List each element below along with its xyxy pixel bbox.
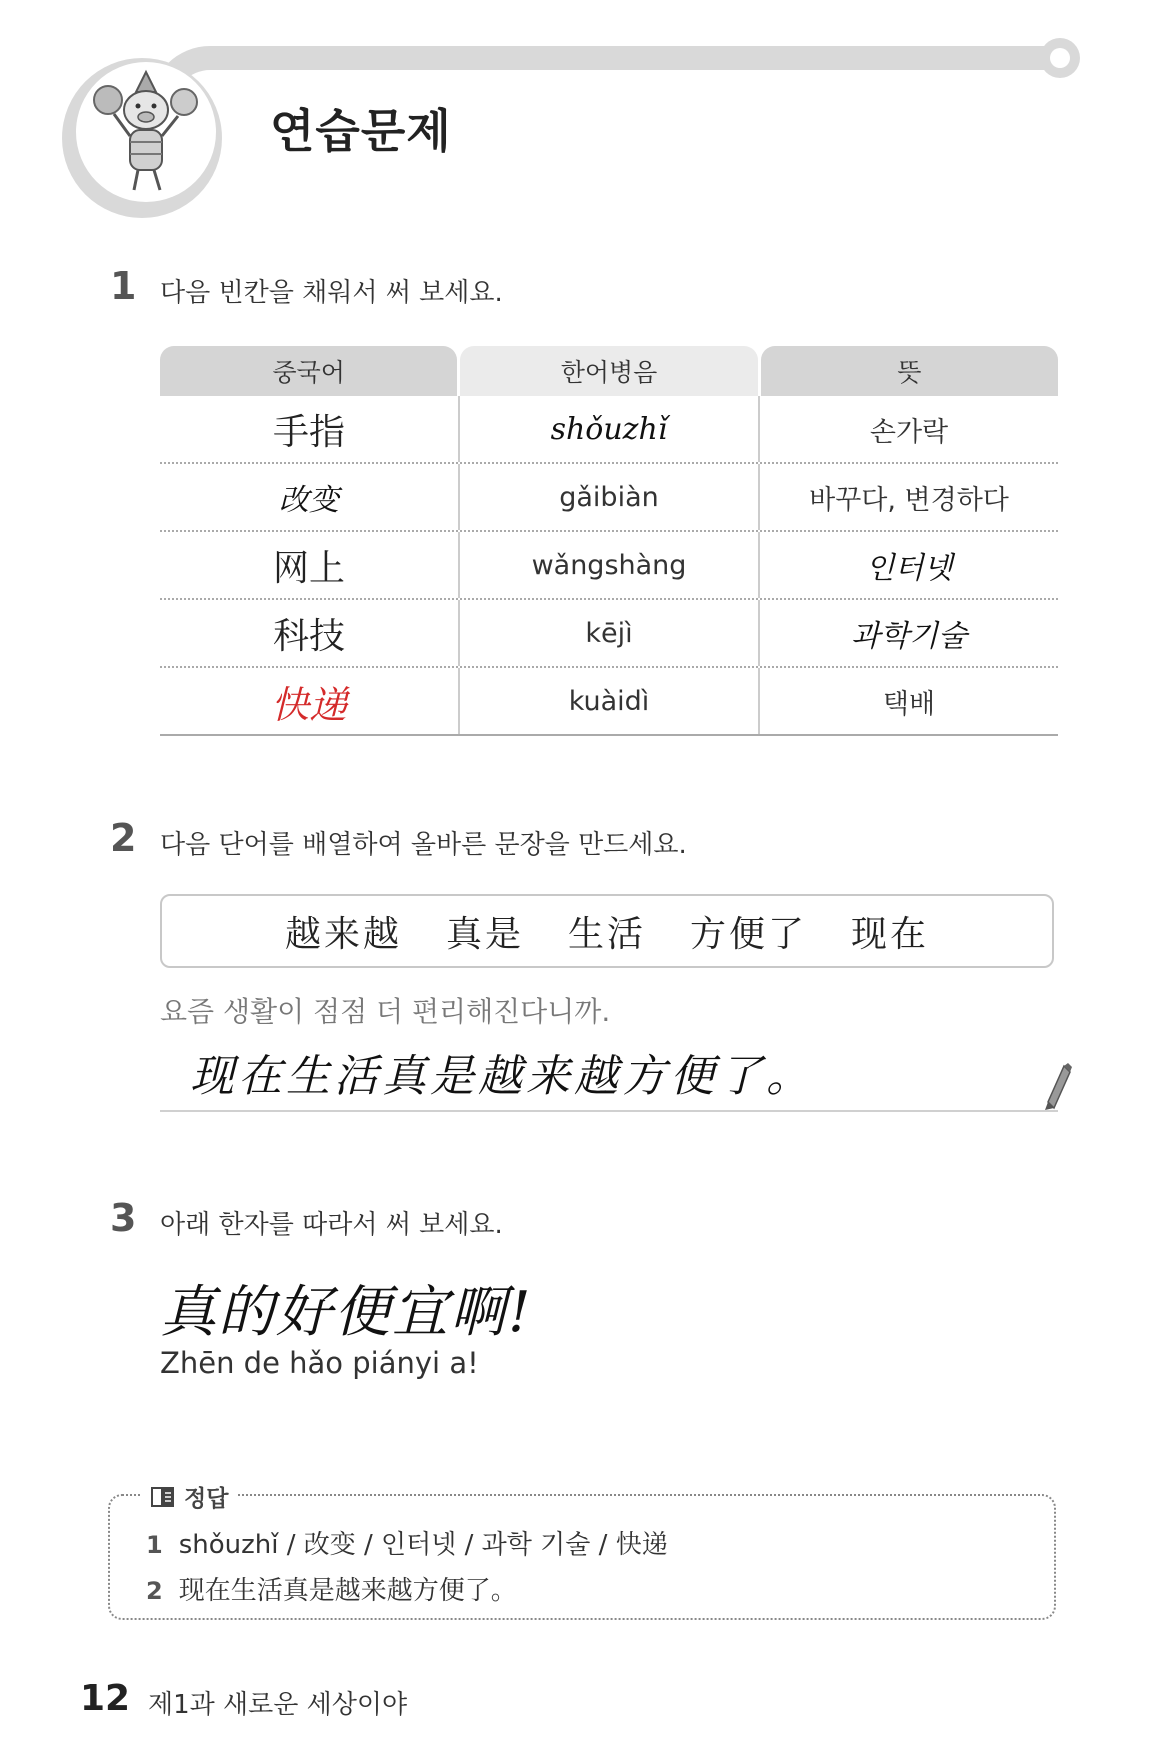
word-chip: 越来越: [284, 913, 402, 955]
page-number: 12: [80, 1678, 131, 1719]
header-bar: [205, 46, 1065, 70]
answer-line: [146, 1570, 517, 1607]
word-chip: 方便了: [690, 913, 808, 955]
section-2-number: 2: [110, 816, 137, 860]
page-title: 연습문제: [270, 104, 452, 158]
cell-pinyin: kējì: [458, 600, 758, 666]
answer-number: 1: [146, 1531, 163, 1559]
word-bank: [160, 894, 1054, 968]
sentence-meaning: 요즘 생활이 점점 더 편리해진다니까.: [160, 995, 611, 1028]
section-2-instruction: 다음 단어를 배열하여 올바른 문장을 만드세요.: [160, 830, 687, 860]
answer-key-title: 정답: [184, 1486, 229, 1512]
word-chip: 生活: [567, 913, 646, 955]
cell-pinyin: wǎngshàng: [458, 532, 758, 598]
writing-line: [160, 1110, 1058, 1112]
cell-meaning: 바꾸다, 변경하다: [758, 464, 1058, 530]
cell-meaning-handwritten[interactable]: 인터넷: [758, 532, 1058, 598]
table-row: [160, 532, 1058, 600]
table-row: [160, 600, 1058, 668]
answer-key-box: [108, 1494, 1056, 1620]
book-icon: [150, 1485, 176, 1509]
hanzi-pinyin: Zhēn de hǎo piányi a!: [160, 1346, 479, 1380]
cell-meaning-handwritten[interactable]: 과학기술: [758, 600, 1058, 666]
cell-chinese-handwritten[interactable]: 改变: [279, 483, 339, 518]
answer-text: shǒuzhǐ / 改变 / 인터넷 / 과학 기술 / 快递: [178, 1530, 668, 1560]
traced-hanzi[interactable]: 真的好便宜啊!: [160, 1280, 533, 1345]
answer-text: 现在生活真是越来越方便了。: [178, 1576, 517, 1606]
word-chip: 真是: [445, 913, 524, 955]
cell-pinyin: kuàidì: [458, 668, 758, 734]
section-3-instruction: 아래 한자를 따라서 써 보세요.: [160, 1210, 503, 1240]
cell-chinese: 网上: [272, 547, 345, 589]
column-header-meaning: 뜻: [761, 346, 1058, 396]
cell-chinese: 科技: [272, 615, 345, 657]
table-row: [160, 396, 1058, 464]
section-3-number: 3: [110, 1196, 137, 1240]
pencil-icon: [1040, 1062, 1072, 1110]
vocab-table: [160, 346, 1058, 736]
header-dot-inner: [1050, 48, 1070, 68]
table-row: [160, 464, 1058, 532]
column-header-pinyin: 한어병음: [460, 346, 757, 396]
mascot-illustration: [76, 62, 216, 202]
table-row: [160, 668, 1058, 736]
cell-chinese-handwritten-red[interactable]: 快递: [270, 682, 347, 727]
answer-key-label: [140, 1480, 238, 1513]
cell-pinyin-handwritten[interactable]: shǒuzhǐ: [458, 396, 758, 462]
chapter-title: 제1과 새로운 세상이야: [148, 1690, 408, 1720]
cell-pinyin: gǎibiàn: [458, 464, 758, 530]
column-header-chinese: 중국어: [160, 346, 457, 396]
juggling-pig-icon: [76, 62, 216, 202]
answer-number: 2: [146, 1577, 163, 1605]
section-1-number: 1: [110, 264, 137, 308]
cell-meaning: 택배: [758, 668, 1058, 734]
word-chip: 现在: [851, 913, 930, 955]
cell-meaning: 손가락: [758, 396, 1058, 462]
section-1-instruction: 다음 빈칸을 채워서 써 보세요.: [160, 278, 503, 308]
table-header: [160, 346, 1058, 396]
answer-line: [146, 1524, 668, 1561]
handwritten-sentence[interactable]: 现在生活真是越来越方便了。: [190, 1051, 814, 1102]
cell-chinese: 手指: [272, 411, 345, 453]
